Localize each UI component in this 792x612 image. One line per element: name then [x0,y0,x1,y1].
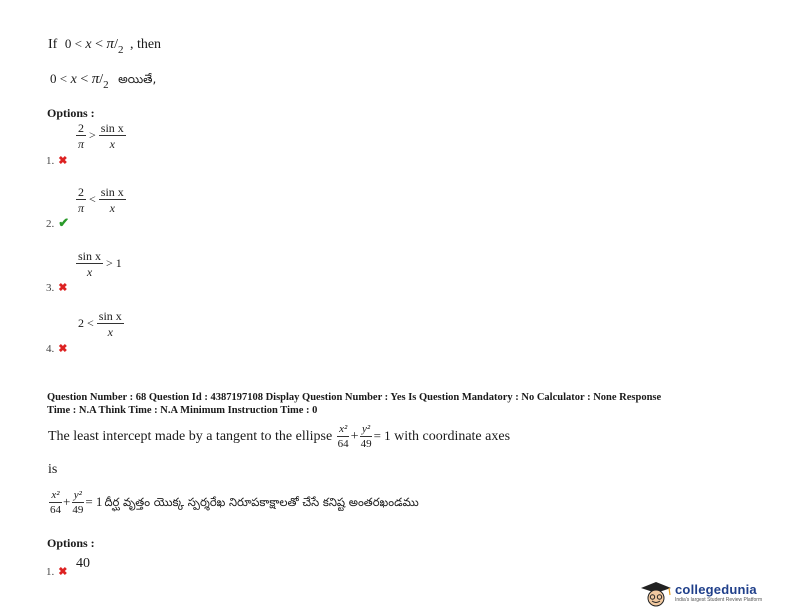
option-number: 4. [46,343,55,355]
collegedunia-logo [639,580,789,608]
q67-option-2-expr [76,186,126,214]
pi: π [106,36,115,52]
q67-option-2-marker[interactable] [46,214,69,232]
q67-option-4-expr [78,310,124,338]
tail: > 1 [106,255,122,270]
frac-x2-over-64: $\frac{\text{x²}}{64}$ [337,423,349,450]
op: > [89,127,96,142]
q67-option-1-marker[interactable] [46,151,67,169]
q67-option-1-expr [76,122,126,150]
head: 2 < [78,315,94,330]
cross-icon: ✖ [58,282,68,294]
frac-sinx-over-x: $\frac{\text{sin x}}{x}$ [100,121,124,151]
eq1: = 1 [373,428,391,444]
q67-option-3-marker[interactable] [46,278,67,296]
q67-option-4-marker[interactable] [46,339,67,357]
q67-options-label: Options : [47,106,95,120]
two: 2 [117,44,124,56]
frac-sinx-over-x: $\frac{\text{sin x}}{x}$ [78,249,102,279]
frac-sinx-over-x: $\frac{\text{sin x}}{x}$ [98,309,122,339]
option-number: 1. [46,566,55,578]
q68-stem-te [48,490,419,516]
frac-y2-over-49: $\frac{\text{y²}}{49}$ [360,423,372,450]
option-number: 3. [46,282,55,294]
q68-stem-en-tail: is [48,462,58,477]
logo-brand: collegedunia [675,582,757,597]
cross-icon: ✖ [58,566,68,578]
frac-sinx-over-x: $\frac{\text{sin x}}{x}$ [100,185,124,215]
pi: π [91,71,100,87]
q67-stem-te: $0 < x < \pi/_2$ అయితే, [50,71,157,91]
var-x: x [85,37,92,52]
op: < [89,191,96,206]
lt: < [80,72,89,87]
q68-stem-en [48,424,510,450]
plus: + [350,429,359,445]
cross-icon: ✖ [58,155,68,167]
two: 2 [103,79,109,91]
frac-2-over-pi: $\frac{2}{\pi}$ [78,185,85,215]
logo-tagline: India's largest Student Review Platform [675,597,763,603]
q68-meta [47,391,777,417]
plus: + [63,493,71,509]
stem-te-suffix: అయితే, [118,72,157,86]
q67-stem-en: If $0 < x < \pi/_2$ , then [48,36,162,56]
stem-te-suffix: దీర్ఘ వృత్తం యొక్క స్పర్శరేఖ నిరూపకాక్షాలతో చేసే కనిష్ట అంతరఖండము [104,494,419,509]
cross-icon: ✖ [58,343,68,355]
ineq-left: 0 < [50,71,68,86]
lt: < [95,37,104,52]
option-number: 2. [46,218,55,230]
q68-options-label: Options : [47,536,95,550]
q68-option-1-marker[interactable] [46,562,67,580]
mascot-icon [639,580,673,608]
eq1: = 1 [85,493,103,509]
checkmark-icon: ✔ [58,215,70,230]
q68-option-1-value: 40 [76,556,90,571]
stem-prefix: The least intercept made by a tangent to the ellipse [48,429,333,445]
meta-line-2: Time : N.A Think Time : N.A Minimum Instruction Time : 0 [47,405,318,416]
stem-suffix: with coordinate axes [394,429,511,445]
stem-suffix: , then [129,37,162,52]
frac-y2-over-49: $\frac{\text{y²}}{49}$ [72,489,84,516]
ineq-left: 0 < [64,36,82,51]
frac-x2-over-64: $\frac{\text{x²}}{64}$ [50,489,61,516]
frac-2-over-pi: $\frac{2}{\pi}$ [78,121,85,151]
stem-prefix: If [48,37,58,52]
meta-line-1: Question Number : 68 Question Id : 4387197108 Display Question Number : Yes Is Question Mandatory : No Calculator : None Response [47,392,662,403]
var-x: x [70,72,77,87]
q67-option-3-expr [76,250,122,278]
option-number: 1. [46,155,55,167]
